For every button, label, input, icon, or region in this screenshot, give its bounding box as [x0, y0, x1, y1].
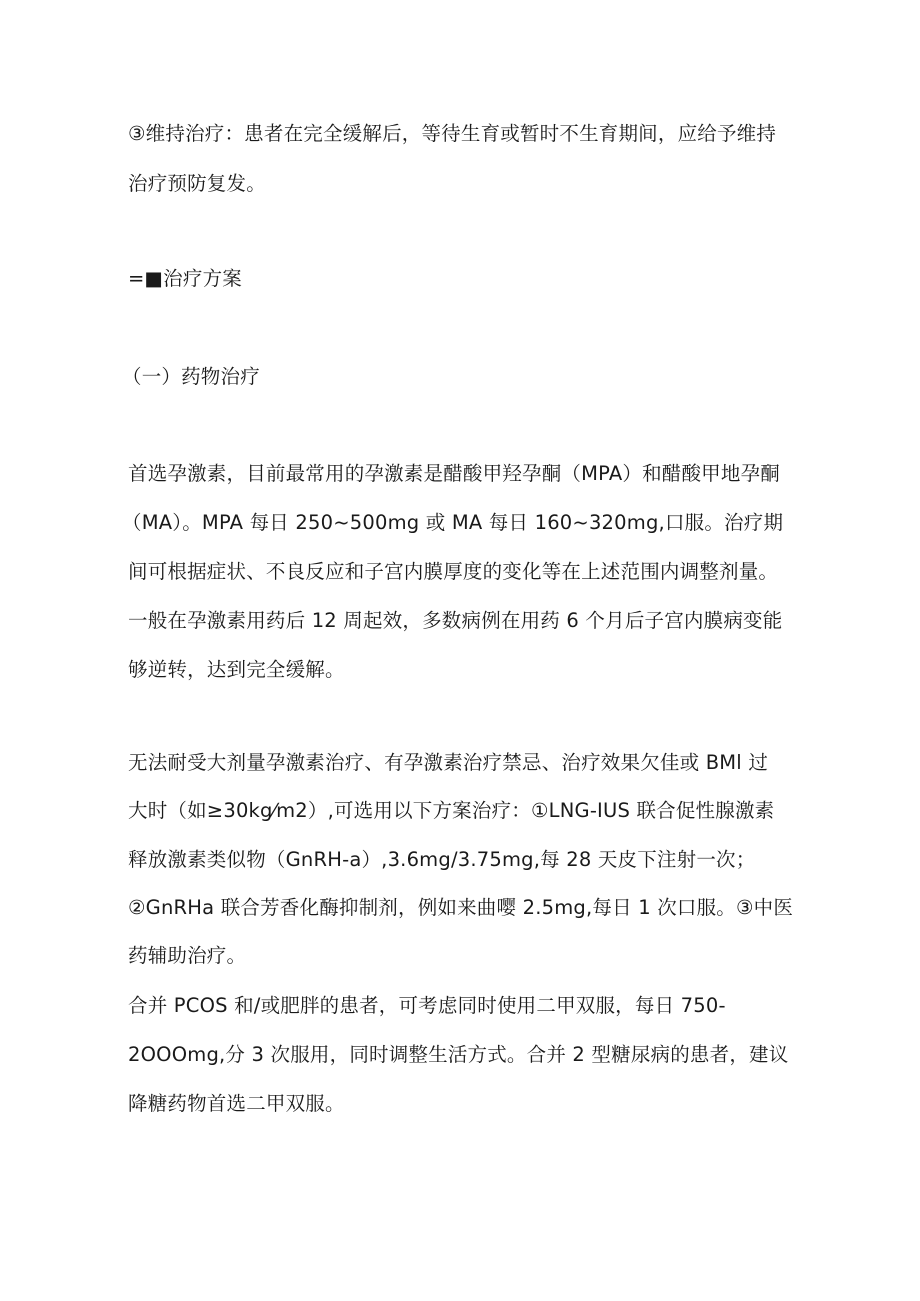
section-heading: =■治疗方案	[128, 267, 242, 290]
text-line: 释放激素类似物（GnRH-a）,3.6mg/3.75mg,每 28 天皮下注射一次；	[128, 848, 756, 871]
text-line: 降糖药物首选二甲双服。	[128, 1092, 345, 1115]
text-line: ③维持治疗：患者在完全缓解后，等待生育或暂时不生育期间，应给予维持	[128, 122, 777, 145]
text-line: 大时（如≥30kg⁄m2）,可选用以下方案治疗：①LNG-IUS 联合促性腺激素	[128, 799, 775, 822]
text-line: 间可根据症状、不良反应和子宫内膜厚度的变化等在上述范围内调整剂量。	[128, 560, 779, 583]
text-line: 一般在孕激素用药后 12 周起效，多数病例在用药 6 个月后子宫内膜病变能	[128, 609, 783, 632]
text-line: 无法耐受大剂量孕激素治疗、有孕激素治疗禁忌、治疗效果欠佳或 BMl 过	[128, 751, 769, 774]
text-line: 2OOOmg,分 3 次服用，同时调整生活方式。合并 2 型糖尿病的患者，建议	[128, 1043, 789, 1066]
subsection-heading: （一）药物治疗	[122, 365, 260, 388]
text-line: （MA）。MPA 每日 250~500mg 或 MA 每日 160~320mg,口服。治疗期	[122, 511, 784, 534]
text-line: 够逆转，达到完全缓解。	[128, 658, 345, 681]
text-line: ②GnRHa 联合芳香化酶抑制剂，例如来曲嘤 2.5mg,每日 1 次口服。③中医	[128, 896, 794, 919]
text-line: 首选孕激素，目前最常用的孕激素是醋酸甲羟孕酮（MPA）和醋酸甲地孕酮	[128, 462, 780, 485]
text-line: 药辅助治疗。	[128, 944, 247, 967]
text-line: 治疗预防复发。	[128, 172, 266, 195]
text-line: 合并 PCOS 和/或肥胖的患者，可考虑同时使用二甲双服，每日 750-	[128, 994, 726, 1017]
